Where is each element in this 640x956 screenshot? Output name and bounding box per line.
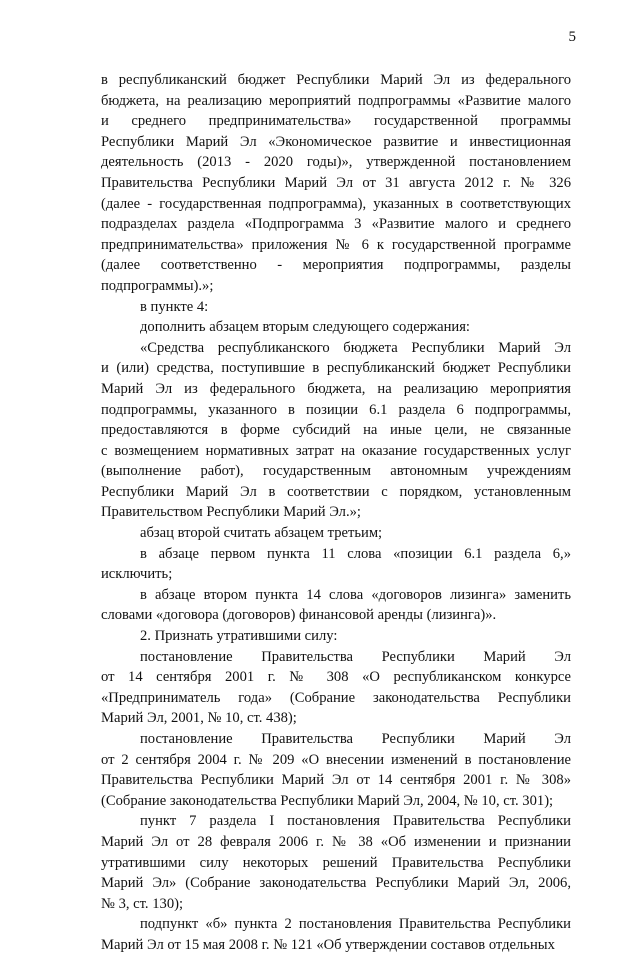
text-line: с возмещением нормативных затрат на оказание государственных услуг [101, 442, 571, 459]
text-line: и (или) средства, поступившие в республиканский бюджет Республики [101, 360, 571, 377]
paragraph [101, 338, 571, 523]
text-line: Правительства Республики Марий Эл от 31 августа 2012 г. № 326 [101, 174, 571, 191]
text-line: предоставляются в форме субсидий на иные цели, не связанные [101, 422, 571, 439]
text-line: 2. Признать утратившими силу: [140, 628, 338, 645]
paragraph [101, 626, 571, 647]
text-line: «Предприниматель года» (Собрание законодательства Республики [101, 689, 571, 706]
paragraph [101, 70, 571, 297]
text-line: Марий Эл от 15 мая 2008 г. № 121 «Об утверждении составов отдельных [101, 936, 555, 953]
paragraph [101, 811, 571, 914]
paragraph [101, 297, 571, 318]
page-number: 5 [568, 29, 576, 45]
text-line: в абзаце первом пункта 11 слова «позиции 6.1 раздела 6,» [140, 545, 571, 562]
paragraph [101, 544, 571, 585]
text-line: постановление Правительства Республики Марий Эл [140, 731, 571, 747]
text-line: «Средства республиканского бюджета Республики Марий Эл [140, 339, 571, 356]
paragraph [101, 317, 571, 338]
text-line: утратившими силу некоторых решений Правительства Республики [101, 854, 571, 871]
text-line: от 14 сентября 2001 г. № 308 «О республиканском конкурсе [101, 669, 571, 686]
paragraph [101, 523, 571, 544]
text-line: подпункт «б» пункта 2 постановления Правительства Республики [140, 916, 571, 933]
paragraph [101, 585, 571, 626]
text-line: подпрограммы, указанного в позиции 6.1 раздела 6 подпрограммы, [101, 401, 571, 418]
text-line: Республики Марий Эл «Экономическое развитие и инвестиционная [101, 133, 571, 150]
text-line: Марий Эл» (Собрание законодательства Республики Марий Эл, 2006, [101, 875, 571, 892]
paragraph [101, 647, 571, 729]
text-line: (далее соответственно - мероприятия подпрограммы, разделы [101, 257, 571, 274]
text-line: абзац второй считать абзацем третьим; [140, 525, 383, 542]
text-line: в пункте 4: [140, 298, 209, 315]
text-line: подразделах раздела «Подпрограмма 3 «Развитие малого и среднего [101, 216, 571, 233]
text-line: пункт 7 раздела I постановления Правительства Республики [140, 813, 571, 830]
text-line: Марий Эл, 2001, № 10, ст. 438); [101, 710, 297, 727]
text-line: Марий Эл от 28 февраля 2006 г. № 38 «Об изменении и признании [101, 833, 571, 850]
text-line: подпрограммы).»; [101, 277, 214, 294]
text-line: деятельность (2013 - 2020 годы)», утвержденной постановлением [101, 154, 571, 171]
text-line: Правительством Республики Марий Эл.»; [101, 504, 361, 521]
text-line: бюджета, на реализацию мероприятий подпрограммы «Развитие малого [101, 92, 571, 109]
paragraph [101, 729, 571, 811]
text-line: исключить; [101, 566, 173, 583]
text-line: № 3, ст. 130); [101, 895, 184, 912]
text-line: (Собрание законодательства Республики Марий Эл, 2004, № 10, ст. 301); [101, 792, 554, 809]
text-line: (далее - государственная подпрограмма), указанных в соответствующих [101, 195, 571, 212]
document-body [101, 70, 571, 956]
text-line: дополнить абзацем вторым следующего содержания: [140, 319, 470, 336]
paragraph [101, 914, 571, 955]
text-line: предпринимательства» приложения № 6 к государственной программе [101, 236, 571, 253]
text-line: Марий Эл из федерального бюджета, на реализацию мероприятия [101, 380, 571, 397]
text-line: в республиканский бюджет Республики Марий Эл из федерального [101, 72, 571, 88]
text-line: постановление Правительства Республики Марий Эл [140, 648, 571, 665]
text-line: в абзаце втором пункта 14 слова «договоров лизинга» заменить [140, 586, 571, 603]
text-line: и среднего предпринимательства» государственной программы [101, 113, 571, 130]
text-line: (выполнение работ), государственным автономным учреждениям [101, 463, 571, 480]
text-line: словами «договора (договоров) финансовой аренды (лизинга)». [101, 607, 497, 624]
text-line: от 2 сентября 2004 г. № 209 «О внесении изменений в постановление [101, 751, 571, 768]
text-line: Правительства Республики Марий Эл от 14 сентября 2001 г. № 308» [101, 772, 571, 789]
text-line: Республики Марий Эл в соответствии с порядком, установленным [101, 483, 571, 500]
